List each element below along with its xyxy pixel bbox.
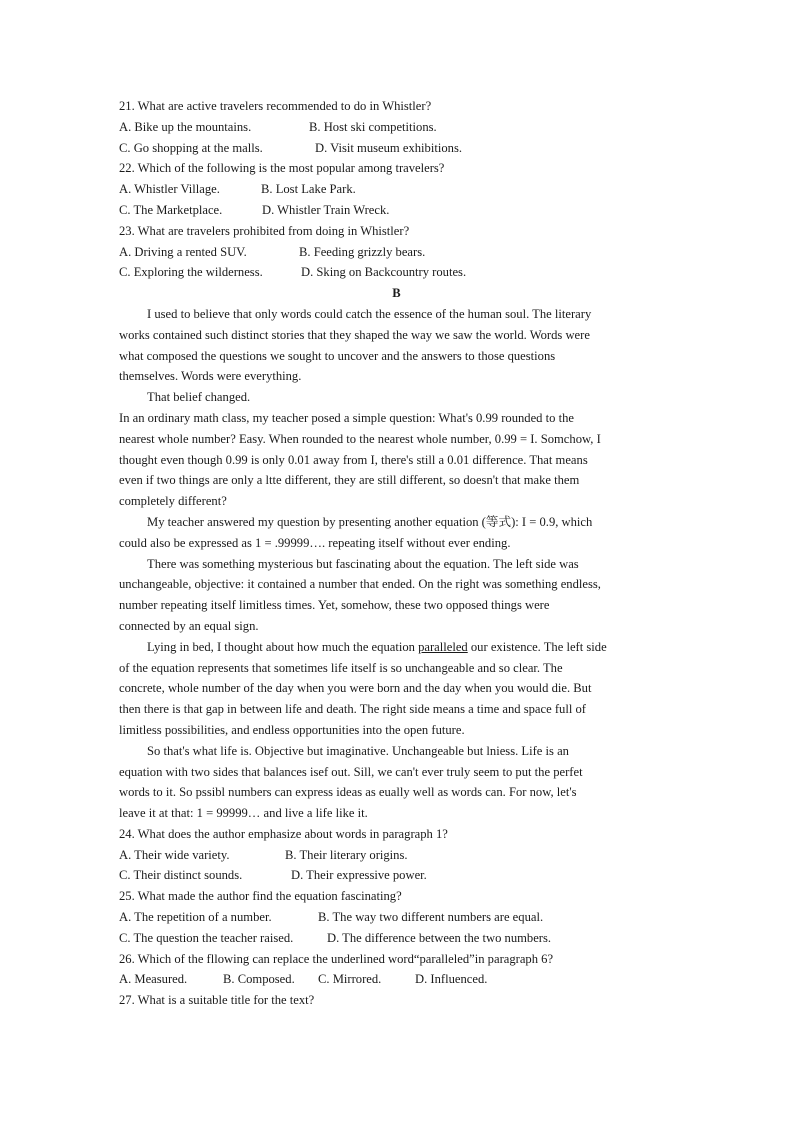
option-d: D. Sking on Backcountry routes. (301, 265, 467, 280)
option-a: A. Measured. (119, 972, 188, 987)
option-b: B. Composed. (223, 972, 295, 987)
passage-line: then there is that gap in between life and death. The right side means a time and space full of (119, 702, 586, 717)
passage-line: leave it at that: 1 = 99999… and live a life like it. (119, 806, 368, 821)
question-22-options-row-2 (119, 200, 659, 221)
option-d: D. Their expressive power. (291, 868, 427, 883)
option-c: C. Their distinct sounds. (119, 868, 243, 883)
question-24: 24. What does the author emphasize about words in paragraph 1? (119, 826, 448, 841)
option-a: A. Whistler Village. (119, 182, 220, 197)
passage-line: So that's what life is. Objective but imaginative. Unchangeable but lniess. Life is an (147, 743, 569, 758)
passage-line: completely different? (119, 494, 227, 509)
passage-line: My teacher answered my question by presenting another equation (等式): I = 0.9, which (147, 514, 593, 529)
passage-line: I used to believe that only words could catch the essence of the human soul. The literary (147, 306, 592, 321)
passage-line: themselves. Words were everything. (119, 369, 302, 384)
option-c: C. The question the teacher raised. (119, 930, 294, 945)
passage-line: even if two things are only a ltte different, they are still different, so doesn't that make them (119, 473, 580, 488)
passage-line: That belief changed. (147, 390, 251, 405)
question-26-options (119, 969, 659, 990)
passage-line: unchangeable, objective: it contained a number that ended. On the right was something endless, (119, 577, 601, 592)
option-d: D. Whistler Train Wreck. (262, 202, 390, 217)
question-21-options-row-1 (119, 117, 659, 138)
option-b: B. Their literary origins. (285, 847, 408, 862)
question-24-options-row-2 (119, 865, 659, 886)
option-a: A. Driving a rented SUV. (119, 244, 247, 259)
passage-text: our existence. The left side (467, 639, 607, 654)
passage-line (119, 637, 659, 658)
option-b: B. Feeding grizzly bears. (299, 244, 426, 259)
passage-line: of the equation represents that sometimes life itself is so unchangeable and so clear. The (119, 660, 563, 675)
question-23: 23. What are travelers prohibited from doing in Whistler? (119, 223, 410, 238)
option-c: C. Exploring the wilderness. (119, 265, 263, 280)
section-b-title: B (392, 286, 401, 301)
passage-line: In an ordinary math class, my teacher posed a simple question: What's 0.99 rounded to the (119, 410, 574, 425)
question-23-options-row-2 (119, 262, 659, 283)
passage-line: There was something mysterious but fascinating about the equation. The left side was (147, 556, 579, 571)
passage-line: equation with two sides that balances isef out. Sill, we can't ever truly seem to put the perfet (119, 764, 583, 779)
option-d: D. Visit museum exhibitions. (315, 140, 462, 155)
question-27: 27. What is a suitable title for the text? (119, 993, 315, 1008)
option-a: A. Their wide variety. (119, 847, 230, 862)
question-25-options-row-1 (119, 907, 659, 928)
question-21: 21. What are active travelers recommended to do in Whistler? (119, 99, 432, 113)
option-c: C. Mirrored. (318, 972, 382, 987)
option-c: C. Go shopping at the malls. (119, 140, 263, 155)
passage-line: number repeating itself limitless times. Yet, somehow, these two opposed things were (119, 598, 550, 613)
passage-line: words to it. So pssibl numbers can express ideas as eually well as words can. For now, let's (119, 785, 577, 800)
option-b: B. Host ski competitions. (309, 119, 437, 134)
option-d: D. The difference between the two numbers. (327, 930, 552, 945)
question-24-options-row-1 (119, 845, 659, 866)
question-23-options-row-1 (119, 242, 659, 263)
question-21-options-row-2 (119, 138, 659, 159)
option-c: C. The Marketplace. (119, 202, 223, 217)
question-25: 25. What made the author find the equation fascinating? (119, 889, 402, 904)
option-a: A. Bike up the mountains. (119, 119, 252, 134)
page-content (119, 96, 659, 1011)
question-25-options-row-2 (119, 928, 659, 949)
question-26: 26. Which of the fllowing can replace the underlined word“paralleled”in paragraph 6? (119, 951, 554, 966)
option-a: A. The repetition of a number. (119, 910, 272, 925)
passage-line: works contained such distinct stories that they shaped the way we saw the world. Words were (119, 327, 590, 342)
passage-line: could also be expressed as 1 = .99999…. repeating itself without ever ending. (119, 535, 511, 550)
option-d: D. Influenced. (415, 972, 488, 987)
passage-line: concrete, whole number of the day when you were born and the day when you would die. But (119, 681, 592, 696)
passage-line: nearest whole number? Easy. When rounded to the nearest whole number, 0.99 = I. Somchow, I (119, 431, 601, 446)
passage-text: Lying in bed, I thought about how much the equation (147, 639, 419, 654)
question-22: 22. Which of the following is the most popular among travelers? (119, 161, 445, 176)
passage-line: thought even though 0.99 is only 0.01 away from I, there's still a 0.01 difference. That means (119, 452, 588, 467)
passage-line: limitless possibilities, and endless opportunities into the open future. (119, 722, 465, 737)
passage-line: what composed the questions we sought to uncover and the answers to those questions (119, 348, 556, 363)
option-b: B. The way two different numbers are equal. (318, 910, 544, 925)
question-22-options-row-1 (119, 179, 659, 200)
passage-line: connected by an equal sign. (119, 618, 259, 633)
option-b: B. Lost Lake Park. (261, 182, 356, 197)
underlined-word: paralleled (418, 639, 468, 654)
